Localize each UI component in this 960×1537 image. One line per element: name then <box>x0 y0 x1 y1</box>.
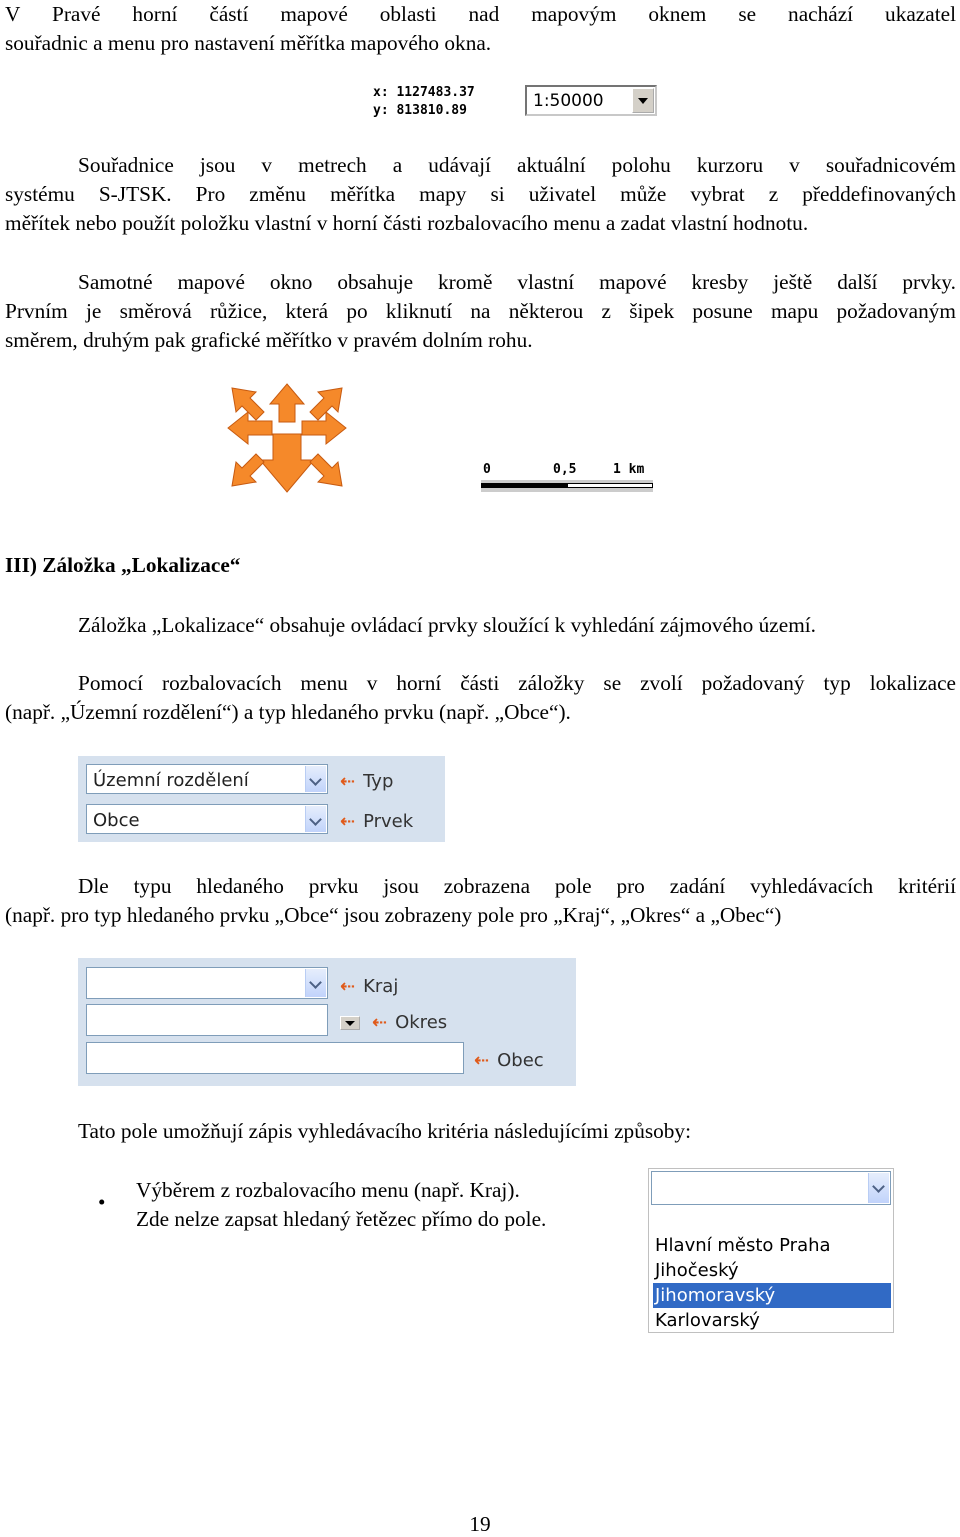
scale-select-value: 1:50000 <box>533 91 604 111</box>
graphic-scale-bar <box>481 462 655 494</box>
obec-input[interactable] <box>86 1042 464 1074</box>
paragraph-lokalizace: Záložka „Lokalizace“ obsahuje ovládací prvky sloužící k vyhledání zájmového území. <box>78 613 816 637</box>
arrow-down-icon <box>260 434 314 492</box>
paragraph-methods: Tato pole umožňují zápis vyhledávacího kritéria následujícími způsoby: <box>78 1119 691 1143</box>
criteria-panel <box>78 958 576 1086</box>
chevron-down-icon[interactable] <box>868 1173 889 1203</box>
arrow-down-right-icon <box>310 454 342 486</box>
chevron-down-icon[interactable] <box>305 806 326 832</box>
scale-label-0: 0 <box>483 462 491 477</box>
kraj-label: ⇠ Kraj <box>340 976 399 997</box>
section-heading: III) Záložka „Lokalizace“ <box>5 553 241 577</box>
paragraph-map-line3: směrem, druhým pak grafické měřítko v pravém dolním rohu. <box>5 328 533 352</box>
paragraph-criteria-line1: Dle typu hledaného prvku jsou zobrazena pole pro zadání vyhledávacích kritérií <box>78 874 956 898</box>
coordinates-indicator <box>373 84 475 120</box>
element-select-value: Obce <box>93 810 140 831</box>
arrow-left-icon: ⇠ <box>340 811 356 832</box>
okres-dropdown-button[interactable] <box>340 1016 360 1030</box>
kraj-select[interactable] <box>86 967 328 999</box>
arrow-left-icon: ⇠ <box>474 1050 490 1071</box>
scale-label-1km: 1 km <box>613 462 645 477</box>
chevron-down-icon[interactable] <box>632 88 654 113</box>
coordinate-x: x: 1127483.37 <box>373 85 475 100</box>
type-label: ⇠ Typ <box>340 771 394 792</box>
arrow-left-icon: ⇠ <box>340 976 356 997</box>
chevron-down-icon[interactable] <box>305 766 326 792</box>
kraj-dropdown-list[interactable] <box>648 1168 894 1333</box>
chevron-down-icon[interactable] <box>305 969 326 997</box>
paragraph-map-line1: Samotné mapové okno obsahuje kromě vlastní mapové kresby ještě další prvky. <box>78 270 956 294</box>
arrow-left-icon: ⇠ <box>340 771 356 792</box>
okres-input[interactable] <box>86 1004 328 1036</box>
paragraph-menus-line2: (např. „Územní rozdělení“) a typ hledaného prvku (např. „Obce“). <box>5 700 571 724</box>
type-panel <box>78 756 445 842</box>
paragraph-coords-line1: Souřadnice jsou v metrech a udávají aktuální polohu kurzoru v souřadnicovém <box>78 153 956 177</box>
arrow-left-icon: ⇠ <box>372 1012 388 1033</box>
paragraph-map-line2: Prvním je směrová růžice, která po kliknutí na některou z šipek posune mapu požadovaným <box>5 299 956 323</box>
paragraph-criteria-line2: (např. pro typ hledaného prvku „Obce“ jsou zobrazeny pole pro „Kraj“, „Okres“ a „Obec“) <box>5 903 782 927</box>
obec-label: ⇠ Obec <box>474 1050 544 1071</box>
kraj-dropdown-field[interactable] <box>651 1171 891 1205</box>
paragraph-intro-line2: souřadnic a menu pro nastavení měřítka mapového okna. <box>5 31 492 55</box>
type-select[interactable] <box>86 764 328 794</box>
list-item[interactable]: Hlavní město Praha <box>655 1235 831 1256</box>
okres-label: ⇠ Okres <box>372 1012 448 1033</box>
coordinate-y: y: 813810.89 <box>373 103 467 118</box>
bullet-marker: • <box>98 1190 106 1214</box>
element-select[interactable] <box>86 804 328 834</box>
arrow-right-icon <box>302 412 346 444</box>
scale-select[interactable] <box>525 85 657 116</box>
element-label: ⇠ Prvek <box>340 811 414 832</box>
paragraph-menus-line1: Pomocí rozbalovacích menu v horní části záložky se zvolí požadovaný typ lokalizace <box>78 671 956 695</box>
paragraph-coords-line3: měřítek nebo použít položku vlastní v horní části rozbalovacího menu a zadat vlastní hodnotu. <box>5 211 809 235</box>
compass-rose-icon[interactable] <box>226 382 348 494</box>
list-item-selected[interactable]: Jihomoravský <box>653 1283 891 1308</box>
bullet-line2: Zde nelze zapsat hledaný řetězec přímo do pole. <box>136 1207 547 1231</box>
paragraph-intro-line1: V Pravé horní částí mapové oblasti nad mapovým oknem se nachází ukazatel <box>5 2 956 26</box>
type-select-value: Územní rozdělení <box>93 770 249 791</box>
page-number: 19 <box>469 1512 491 1536</box>
list-item[interactable]: Jihočeský <box>655 1260 739 1281</box>
scale-label-half: 0,5 <box>553 462 577 477</box>
arrow-down-left-icon <box>232 454 264 486</box>
list-item[interactable]: Karlovarský <box>655 1310 760 1331</box>
arrow-left-icon <box>228 412 272 444</box>
paragraph-coords-line2: systému S-JTSK. Pro změnu měřítka mapy si uživatel může vybrat z předdefinovaných <box>5 182 956 206</box>
bullet-line1: Výběrem z rozbalovacího menu (např. Kraj). <box>136 1178 520 1202</box>
arrow-up-icon <box>270 384 304 422</box>
